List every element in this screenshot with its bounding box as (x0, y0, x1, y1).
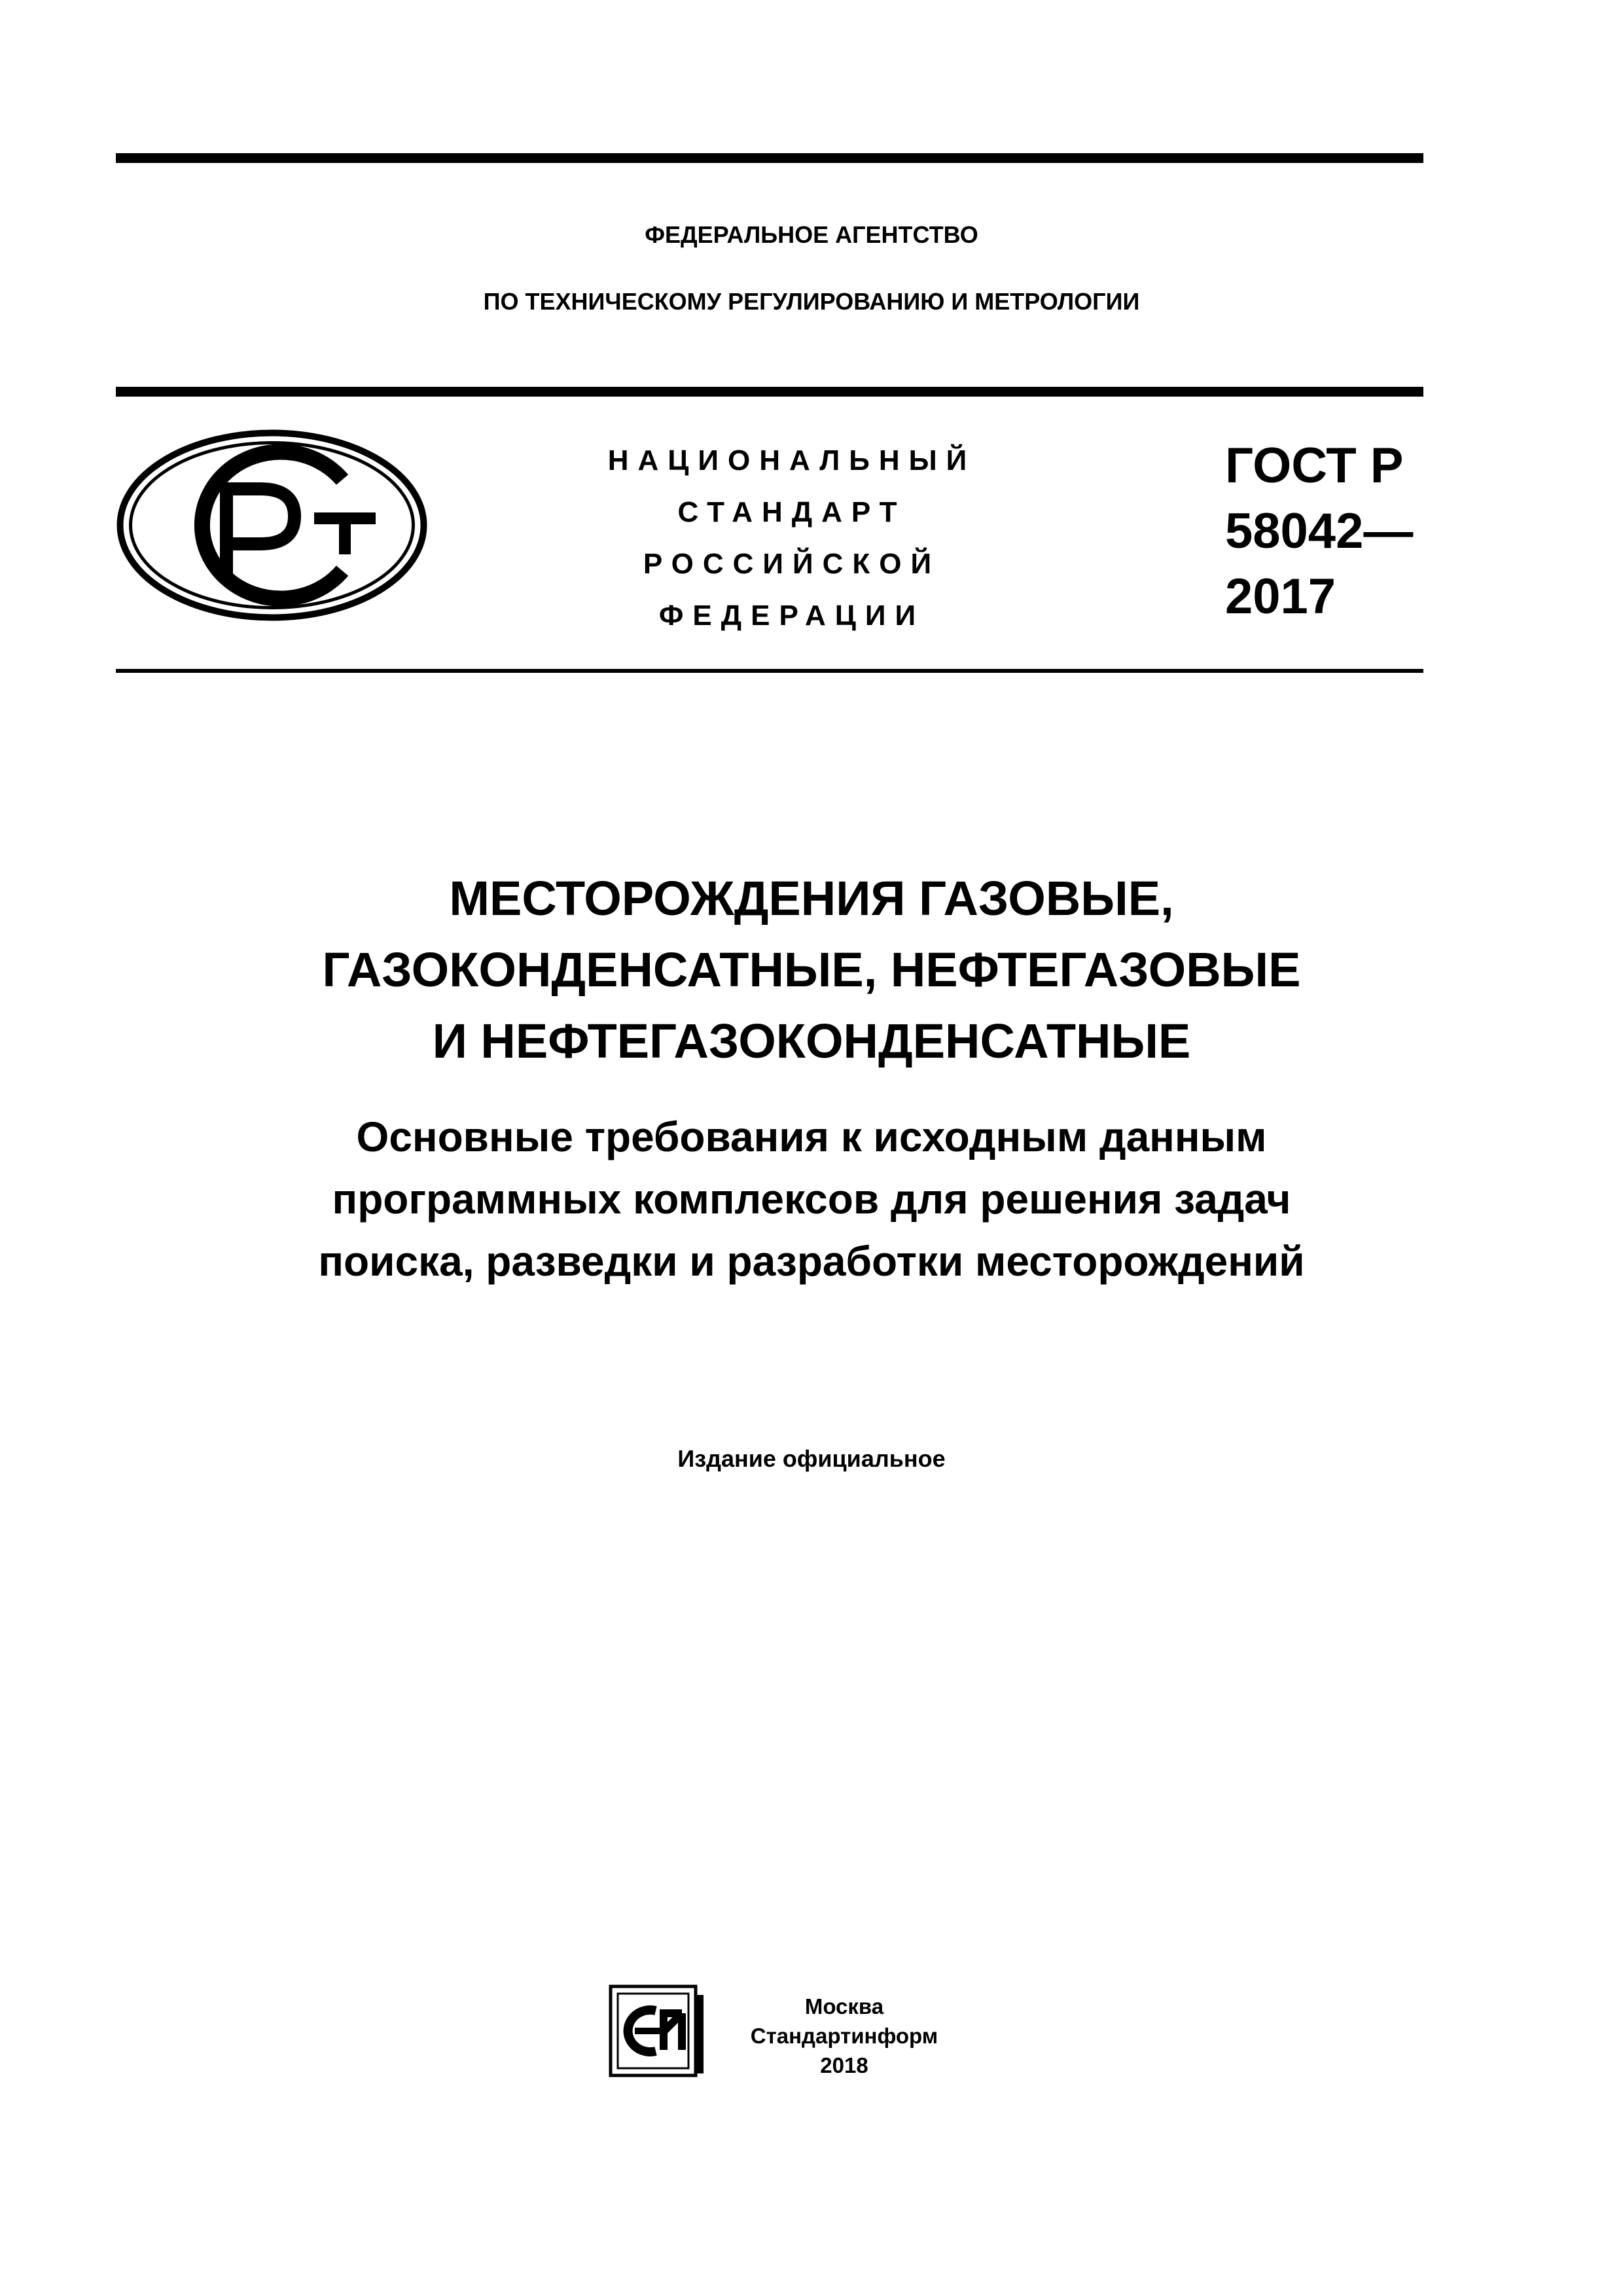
rst-logo-icon (116, 429, 427, 622)
top-rule (116, 153, 1423, 163)
designation-line-1: ГОСТ Р (1225, 438, 1404, 493)
standartinform-logo-icon (609, 1984, 707, 2077)
document-title (0, 863, 1623, 1077)
agency-name-line-2: ПО ТЕХНИЧЕСКОМУ РЕГУЛИРОВАНИЮ И МЕТРОЛОГИИ (483, 288, 1140, 315)
publisher-city: Москва (804, 1994, 884, 2018)
national-standard-line: РОССИЙСКОЙ (643, 548, 941, 580)
subtitle-line: Основные требования к исходным данным (356, 1113, 1267, 1160)
publisher-info (746, 1992, 942, 2080)
subtitle-line: программных комплексов для решения задач (332, 1175, 1291, 1223)
standard-designation (1225, 433, 1413, 630)
title-line: МЕСТОРОЖДЕНИЯ ГАЗОВЫЕ, (449, 871, 1174, 925)
publication-year: 2018 (820, 2053, 868, 2077)
title-line: И НЕФТЕГАЗОКОНДЕНСАТНЫЕ (432, 1014, 1191, 1068)
title-line: ГАЗОКОНДЕНСАТНЫЕ, НЕФТЕГАЗОВЫЕ (322, 942, 1301, 997)
edition-label: Издание официальное (677, 1445, 946, 1472)
designation-line-2: 58042— (1225, 503, 1414, 559)
national-standard-line: СТАНДАРТ (677, 496, 906, 528)
national-standard-label (569, 435, 1014, 641)
header-bottom-rule (116, 669, 1423, 673)
publisher-name: Стандартинформ (750, 2024, 938, 2048)
agency-name-line-1: ФЕДЕРАЛЬНОЕ АГЕНТСТВО (645, 221, 978, 248)
national-standard-line: НАЦИОНАЛЬНЫЙ (607, 444, 976, 476)
subtitle-line: поиска, разведки и разработки месторождений (318, 1238, 1305, 1285)
national-standard-line: ФЕДЕРАЦИИ (658, 600, 925, 632)
document-subtitle (0, 1106, 1623, 1293)
designation-line-3: 2017 (1225, 569, 1336, 624)
header-rule (116, 387, 1423, 397)
